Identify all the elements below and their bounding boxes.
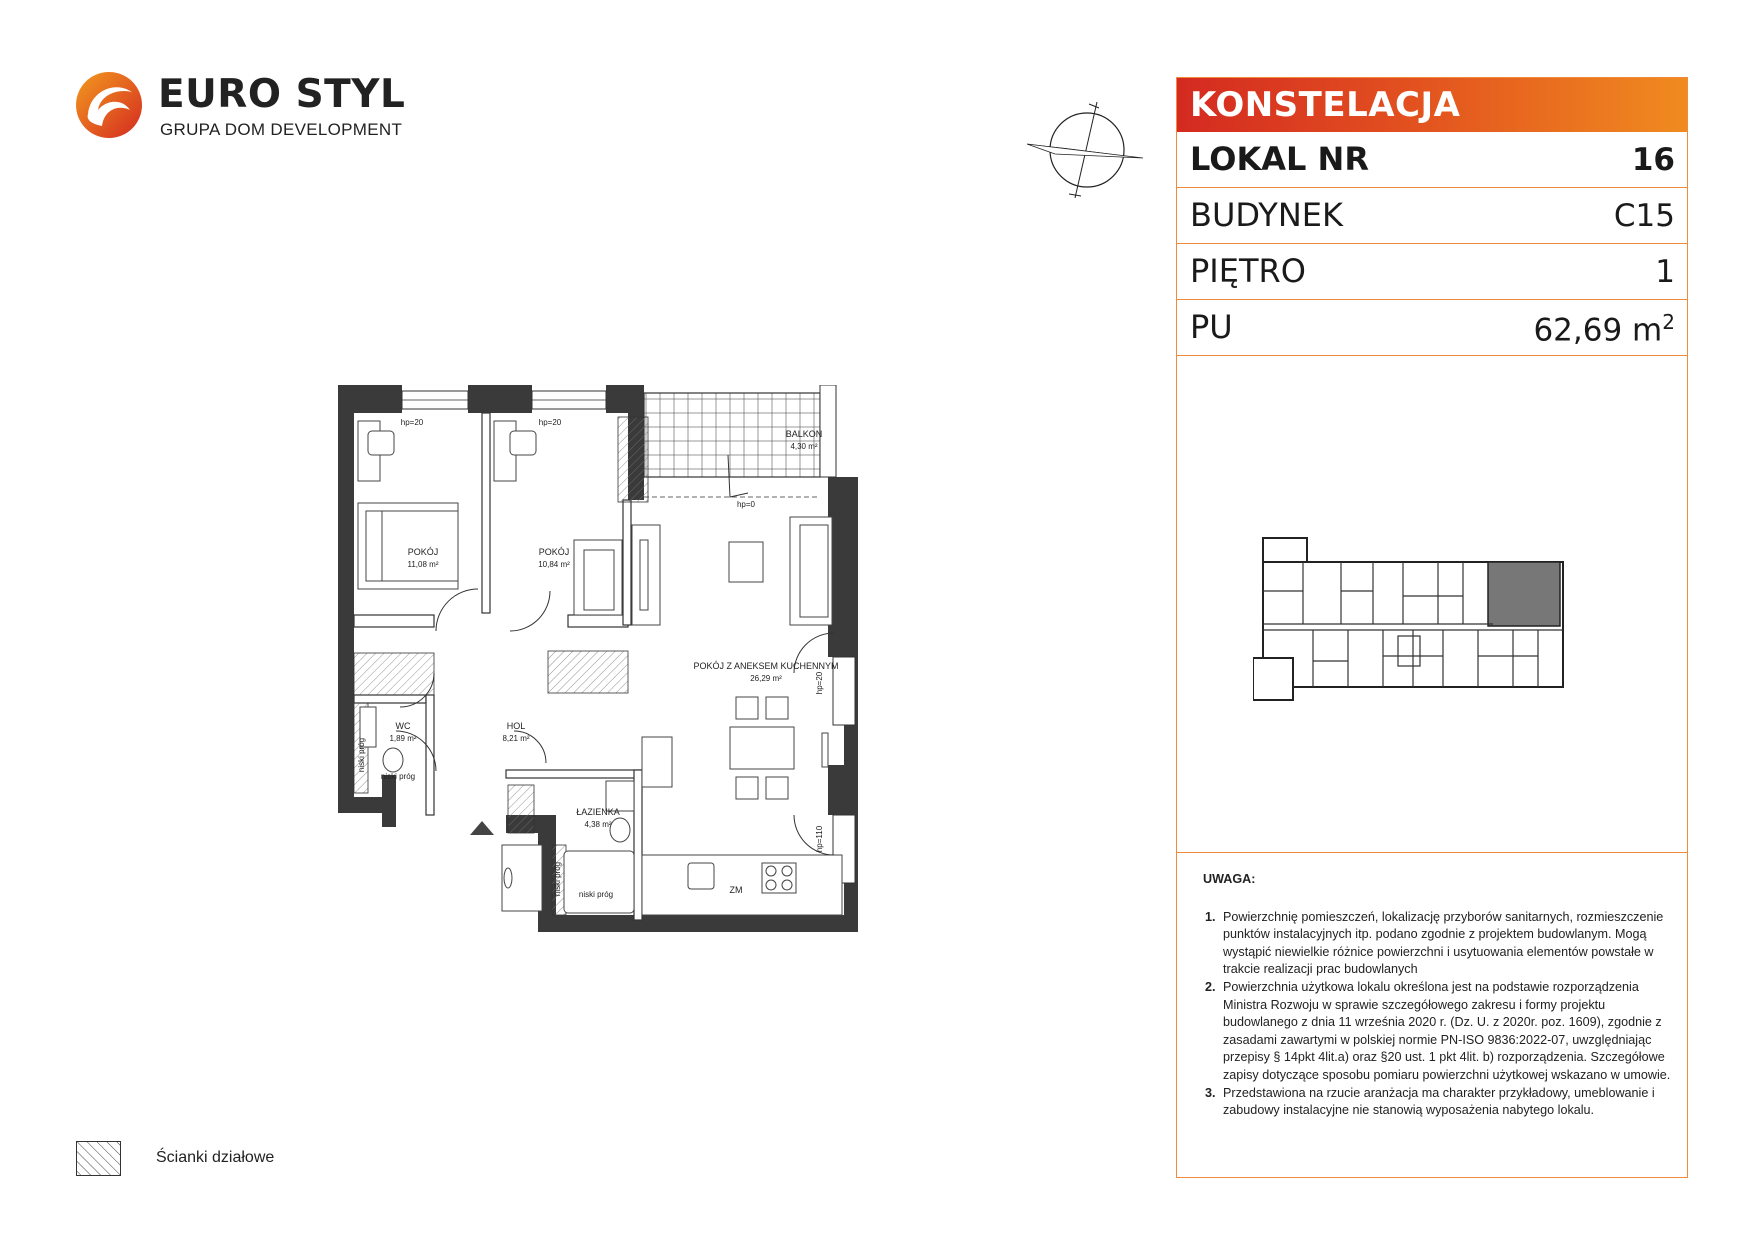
note-item: 2. Powierzchnia użytkowa lokalu określona jest na podstawie rozporządzenia Ministra Rozwoju w sprawie szczegółowego zakresu i formy projektu budowlanego z dnia 11 września 2020 r. (Dz. U. z 2020r. poz. 1609), zgodnie z zasadami zawartymi w polskiej normie PN-ISO 9836:2022-07, uwzględniając przepisy § 14pkt 4lit.a) oraz §20 ust. 1 pkt 4lit. b) rozporządzenia. Szczegółowe zapisy dotyczące sposobu pomiaru powierzchni użytkowej wskazano w umowie.: [1219, 979, 1673, 1085]
north-arrow-icon: [1025, 98, 1145, 203]
info-row-building: [1177, 188, 1687, 244]
notes-title: UWAGA:: [1203, 872, 1256, 886]
info-value: C15: [1613, 198, 1675, 234]
info-value: 16: [1631, 142, 1675, 178]
info-row-area: [1177, 300, 1687, 356]
notes-list: [1203, 909, 1673, 1120]
room-name: POKÓJ: [538, 547, 570, 557]
floor-plan: [338, 385, 923, 935]
info-label: BUDYNEK: [1190, 196, 1343, 234]
note-item: 3. Przedstawiona na rzucie aranżacja ma charakter przykładowy, umeblowanie i zabudowy instalacyjne nie stanowią wyposażenia nabytego lokalu.: [1219, 1085, 1673, 1120]
sill-height-label: hp=0: [736, 500, 756, 509]
room-area: 1,89 m²: [389, 734, 417, 743]
info-value: [1533, 310, 1675, 348]
partition-walls-legend-icon: [76, 1141, 121, 1176]
room-name: POKÓJ: [407, 547, 439, 557]
low-threshold-label: niski próg: [357, 737, 366, 773]
brand-tagline: GRUPA DOM DEVELOPMENT: [160, 120, 403, 139]
info-label: PIĘTRO: [1190, 252, 1306, 290]
room-area: 4,30 m²: [790, 442, 818, 451]
info-label: LOKAL NR: [1190, 140, 1369, 178]
info-row-floor: [1177, 244, 1687, 300]
area-value: 62,69 m: [1533, 312, 1663, 349]
room-area: 26,29 m²: [750, 674, 782, 683]
eurostyl-logo-icon: [74, 70, 144, 140]
sill-height-label: hp=20: [815, 671, 824, 695]
info-row-unit: [1177, 132, 1687, 188]
note-item: 1. Powierzchnię pomieszczeń, lokalizację przyborów sanitarnych, rozmieszczenie punktów instalacyjnych itp. podano zgodnie z projektem budowlanym. Mogą wystąpić niewielkie różnice powierzchni i usytuowania elementów powstałe w trakcie realizacji prac budowlanych: [1219, 909, 1673, 979]
water-meter-label: ZM: [729, 885, 743, 895]
room-name: POKÓJ Z ANEKSEM KUCHENNYM: [693, 661, 839, 671]
area-unit-exponent: 2: [1662, 310, 1675, 334]
project-name: KONSTELACJA: [1177, 78, 1687, 132]
room-area: 10,84 m²: [538, 560, 570, 569]
notes-separator: [1177, 852, 1687, 853]
low-threshold-label: niski próg: [578, 890, 614, 899]
low-threshold-label: niski próg: [380, 772, 416, 781]
room-area: 11,08 m²: [407, 560, 439, 569]
notes-section: [1203, 871, 1673, 1120]
sill-height-label: hp=20: [400, 418, 424, 427]
room-name: BALKON: [785, 429, 823, 439]
brand-name: EURO STYL: [158, 72, 406, 117]
room-area: 8,21 m²: [502, 734, 530, 743]
room-name: WC: [395, 721, 411, 731]
sill-height-label: hp=110: [815, 825, 824, 853]
apartment-info-panel: [1176, 77, 1688, 1178]
building-key-plan: [1253, 536, 1603, 706]
room-area: 4,38 m²: [584, 820, 612, 829]
room-name: HOL: [506, 721, 526, 731]
room-name: ŁAZIENKA: [576, 807, 620, 817]
sill-height-label: hp=20: [538, 418, 562, 427]
legend-label: Ścianki działowe: [156, 1149, 275, 1166]
brand-logo: [74, 70, 406, 150]
low-threshold-label: niski próg: [553, 861, 562, 897]
info-label: PU: [1190, 308, 1233, 346]
info-value: 1: [1655, 254, 1675, 290]
